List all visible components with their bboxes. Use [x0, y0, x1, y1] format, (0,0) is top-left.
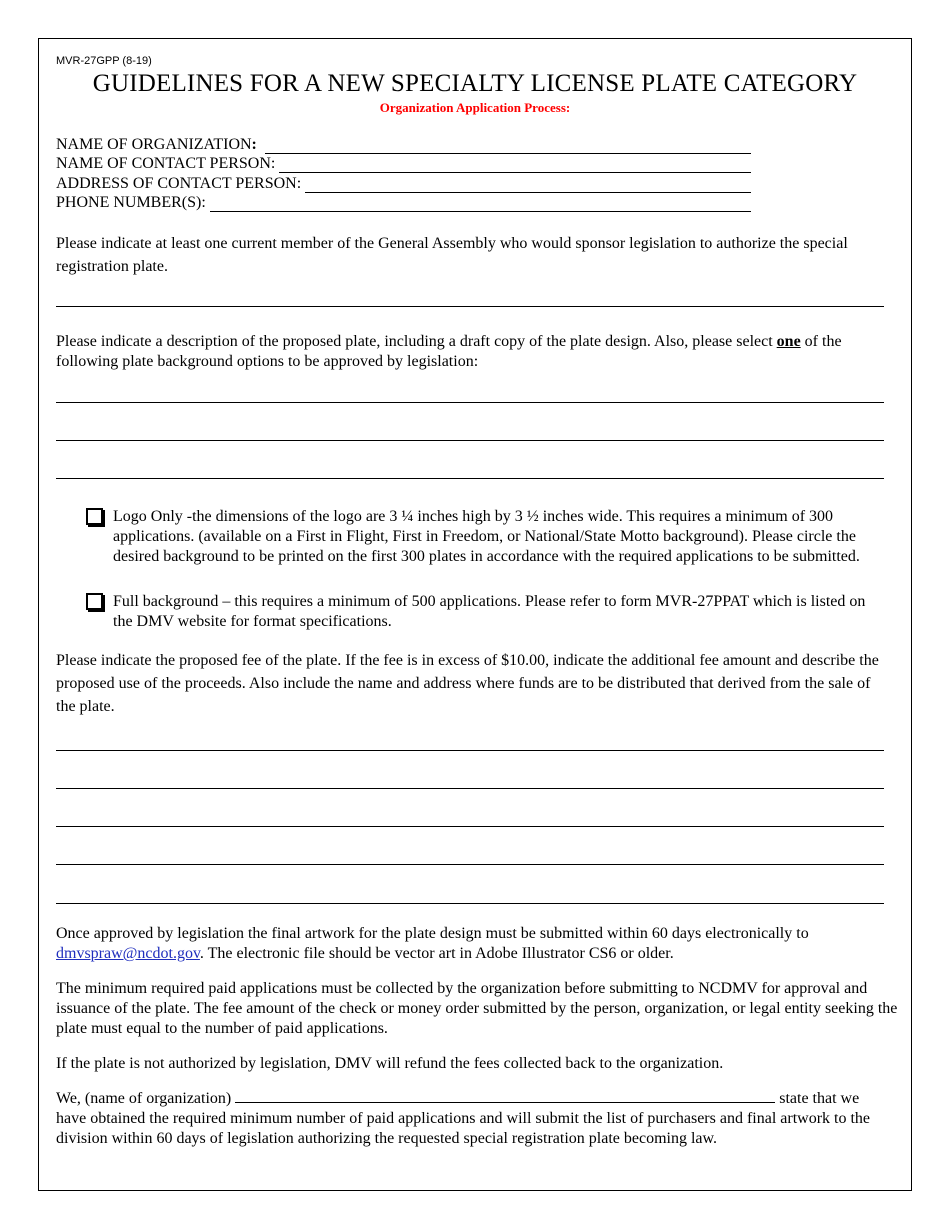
refund-text: If the plate is not authorized by legislation, DMV will refund the fees collected back to the organization. [56, 1055, 724, 1072]
sponsor-line[interactable] [56, 306, 884, 307]
description-line-1[interactable] [56, 402, 884, 403]
email-link[interactable]: dmvspraw@ncdot.gov [56, 945, 200, 962]
page-title: GUIDELINES FOR A NEW SPECIALTY LICENSE PLATE CATEGORY [92, 70, 858, 97]
statement-text: We, (name of organization) state that we have obtained the required minimum number of paid applications and will submit the list of purchasers and final artwork to the division within 60 days of legislation authorizing the requested special registration plate becoming law. [56, 1090, 871, 1147]
org-name-row [56, 136, 751, 154]
phone-label: PHONE NUMBER(S): [56, 194, 206, 211]
fee-line-1[interactable] [56, 750, 884, 751]
contact-address-label: ADDRESS OF CONTACT PERSON: [56, 175, 302, 192]
option-full-background [86, 592, 886, 632]
full-background-checkbox[interactable] [86, 593, 103, 610]
phone-row [56, 194, 751, 212]
contact-address-field[interactable] [305, 177, 751, 193]
statement-org-field[interactable] [235, 1088, 775, 1103]
description-text: Please indicate a description of the proposed plate, including a draft copy of the plate design. Also, please select one of the following plate background options to be approved by legislation: [56, 333, 842, 370]
org-name-field[interactable] [265, 138, 751, 154]
artwork-text: Once approved by legislation the final artwork for the plate design must be submitted within 60 days electronically to dmvspraw@ncdot.gov. The electronic file should be vector art in Adobe Illustrator CS6 or older. [56, 925, 809, 962]
contact-address-row [56, 175, 751, 193]
contact-name-row [56, 155, 751, 173]
description-line-2[interactable] [56, 440, 884, 441]
description-emphasis: one [776, 333, 801, 350]
description-line-3[interactable] [56, 478, 884, 479]
option-logo-only-text: Logo Only -the dimensions of the logo are 3 ¼ inches high by 3 ½ inches wide. This requires a minimum of 300 applications. (available on a First in Flight, First in Freedom, or National/State Motto background). Please circle the desired background to be printed on the first 300 plates in accordance with the required applications to be submitted. [113, 508, 860, 565]
contact-name-field[interactable] [279, 157, 751, 173]
fee-line-5[interactable] [56, 903, 884, 904]
fee-line-4[interactable] [56, 864, 884, 865]
logo-only-checkbox[interactable] [86, 508, 103, 525]
fee-text: Please indicate the proposed fee of the plate. If the fee is in excess of $10.00, indicate the additional fee amount and describe the proposed use of the proceeds. Also include the name and address where funds are to be distributed that derived from the sale of the plate. [56, 652, 879, 715]
fee-line-3[interactable] [56, 826, 884, 827]
minimum-text: The minimum required paid applications must be collected by the organization before submitting to NCDMV for approval and issuance of the plate. The fee amount of the check or money order submitted by the person, organization, or legal entity seeking the plate must equal to the number of paid applications. [56, 980, 898, 1037]
contact-name-label: NAME OF CONTACT PERSON: [56, 155, 276, 172]
phone-field[interactable] [210, 196, 751, 212]
form-code: MVR-27GPP (8-19) [56, 55, 152, 67]
org-name-label: NAME OF ORGANIZATION: [56, 136, 257, 153]
sponsor-text: Please indicate at least one current member of the General Assembly who would sponsor legislation to authorize the special registration plate. [56, 235, 848, 275]
option-full-background-text: Full background – this requires a minimum of 500 applications. Please refer to form MVR-27PPAT which is listed on the DMV website for format specifications. [113, 593, 866, 630]
fee-line-2[interactable] [56, 788, 884, 789]
page-subtitle: Organization Application Process: [379, 100, 571, 115]
option-logo-only [86, 507, 886, 567]
